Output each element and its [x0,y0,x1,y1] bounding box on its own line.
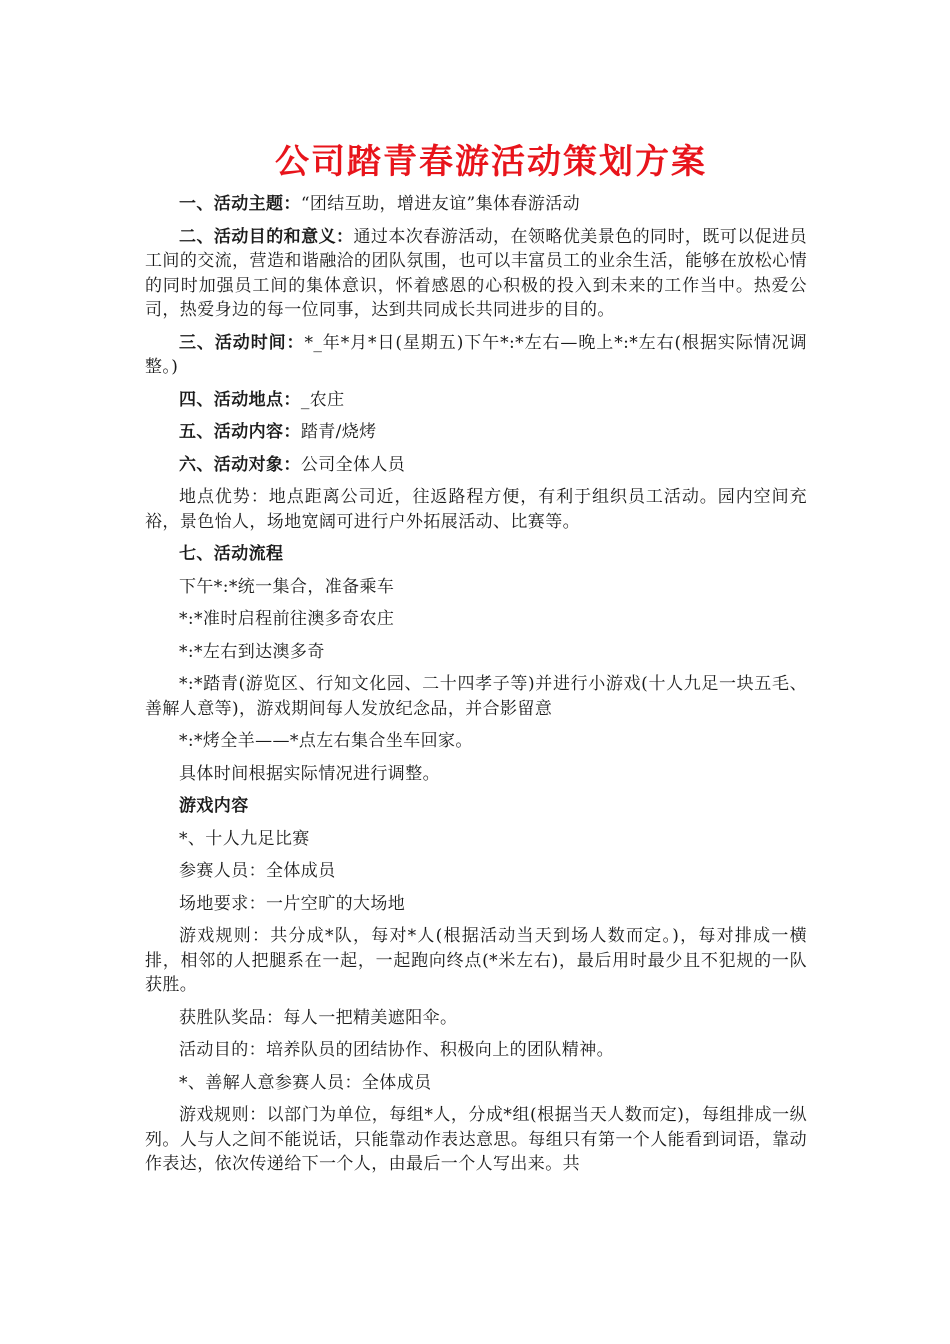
paragraph-text: 通过本次春游活动，在领略优美景色的同时，既可以促进员工间的交流，营造和谐融洽的团队氛围，也可以丰富员工的业余生活，能够在放松心情的同时加强员工间的集体意识，怀着感恩的心积极的投入到未来的工作当中。热爱公司，热爱身边的每一位同事，达到共同成长共同进步的目的。 [145,226,808,320]
paragraph-heading: 二、活动目的和意义： [179,226,354,247]
paragraph-heading: 一、活动主题： [179,194,301,214]
paragraph-heading: 四、活动地点： [179,389,301,410]
paragraph [145,453,807,478]
paragraph [145,1038,807,1063]
paragraph-text: 场地要求：一片空旷的大场地 [179,893,406,914]
paragraph [145,542,807,567]
paragraph-text: 游戏规则：以部门为单位，每组*人，分成*组(根据当天人数而定)，每组排成一纵列。人与人之间不能说话，只能靠动作表达意思。每组只有第一个人能看到词语，靠动作表达，依次传递给下一个人，由最后一个人写出来。共 [145,1105,807,1174]
paragraph-text: *、十人九足比赛 [179,828,310,849]
paragraph-text: *:*踏青(游览区、行知文化园、二十四孝子等)并进行小游戏(十人九足一块五毛、善解人意等)，游戏期间每人发放纪念品，并合影留意 [145,674,807,719]
paragraph-text: 参赛人员：全体成员 [179,861,336,881]
paragraph-text: “团结互助，增进友谊”集体春游活动 [300,194,580,214]
document-title: 公司踏青春游活动策划方案 [275,142,707,182]
paragraph-heading: 七、活动流程 [179,544,284,564]
paragraph [145,640,807,665]
paragraph [145,672,807,721]
paragraph [145,388,807,413]
paragraph [145,607,807,632]
paragraph [145,859,807,884]
paragraph [145,1103,807,1177]
paragraph [145,762,807,787]
paragraph [145,1006,807,1031]
paragraph-text: *:*烤全羊——*点左右集合坐车回家。 [179,731,473,751]
paragraph-text: *、善解人意参赛人员：全体成员 [179,1072,432,1093]
paragraph [145,420,807,445]
paragraph-text: *:*左右到达澳多奇 [179,641,325,662]
paragraph [145,331,807,380]
paragraph-heading: 六、活动对象： [179,454,301,475]
paragraph [145,192,807,217]
paragraph [145,729,807,754]
paragraph-heading: 五、活动内容： [179,422,301,442]
paragraph-text: *:*准时启程前往澳多奇农庄 [179,609,395,629]
document-body [145,192,807,1177]
paragraph-text: _农庄 [300,389,345,410]
paragraph-text: 踏青/烧烤 [300,422,377,442]
document-page [145,138,807,1185]
paragraph [145,892,807,917]
paragraph-text: 地点优势：地点距离公司近，往返路程方便，有利于组织员工活动。园内空间充裕，景色怡人，场地宽阔可进行户外拓展活动、比赛等。 [145,487,807,532]
paragraph-text: *_年*月*日(星期五)下午*:*左右—晚上*:*左右(根据实际情况调整。) [145,332,807,377]
paragraph [145,1071,807,1096]
paragraph-text: 具体时间根据实际情况进行调整。 [179,763,440,784]
paragraph [145,485,807,534]
paragraph [145,575,807,600]
paragraph-text: 游戏规则：共分成*队，每对*人(根据活动当天到场人数而定。)，每对排成一横排，相邻的人把腿系在一起，一起跑向终点(*米左右)，最后用时最少且不犯规的一队获胜。 [145,926,807,995]
paragraph [145,225,807,323]
paragraph-heading: 游戏内容 [179,796,249,816]
paragraph-text: 获胜队奖品：每人一把精美遮阳伞。 [179,1007,458,1028]
paragraph [145,924,807,998]
paragraph [145,827,807,852]
paragraph [145,794,807,819]
paragraph-heading: 三、活动时间： [179,332,305,353]
paragraph-text: 公司全体人员 [300,454,406,475]
paragraph-text: 活动目的：培养队员的团结协作、积极向上的团队精神。 [179,1040,614,1060]
paragraph-text: 下午*:*统一集合，准备乘车 [179,576,395,597]
